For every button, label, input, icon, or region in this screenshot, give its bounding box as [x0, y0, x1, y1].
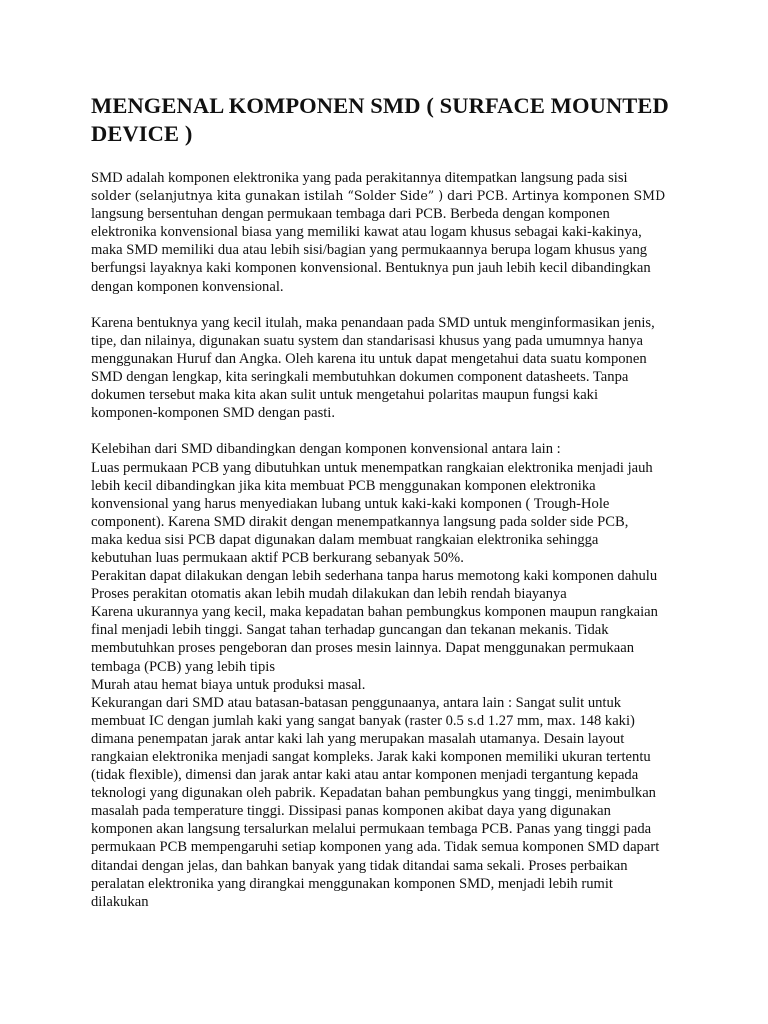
text-line: maka kedua sisi PCB dapat digunakan dalam membuat rangkaian elektronika sehingga [91, 531, 599, 548]
text-line: elektronika konvensional biasa yang memiliki kawat atau logam khusus sebagai kaki-kakinya, [91, 224, 642, 241]
paragraph-smd-marking [91, 314, 683, 423]
title-line-1: MENGENAL KOMPONEN SMD ( SURFACE MOUNTED [91, 93, 669, 118]
text-line: Proses perakitan otomatis akan lebih mudah dilakukan dan lebih rendah biayanya [91, 586, 567, 603]
text-line: tembaga (PCB) yang lebih tipis [91, 658, 276, 675]
paragraph-spacer [91, 296, 683, 314]
paragraph-spacer [91, 422, 683, 440]
text-line: peralatan elektronika yang dirangkai menggunakan komponen SMD, menjadi lebih rumit [91, 875, 613, 892]
text-line: dimana penempatan jarak antar kaki lah yang merupakan masalah utamanya. Desain layout [91, 730, 625, 747]
text-line: SMD adalah komponen elektronika yang pada perakitannya ditempatkan langsung pada sisi [91, 170, 628, 186]
text-line: membutuhkan proses pengeboran dan proses mesin lainnya. Dapat menggunakan permukaan [91, 640, 635, 657]
text-line: dengan komponen konvensional. [91, 278, 284, 295]
text-line: solder (selanjutnya kita gunakan istilah “Solder Side” ) dari PCB. Artinya komponen SMD [91, 188, 666, 204]
text-line: Perakitan dapat dilakukan dengan lebih sederhana tanpa harus memotong kaki komponen dahulu [91, 568, 658, 585]
text-line: Luas permukaan PCB yang dibutuhkan untuk menempatkan rangkaian elektronika menjadi jauh [91, 459, 653, 476]
text-line: Kelebihan dari SMD dibandingkan dengan komponen konvensional antara lain : [91, 441, 561, 458]
text-line: (tidak flexible), dimensi dan jarak antar kaki atau antar komponen menjadi tergantung kepada [91, 767, 639, 784]
text-line: langsung bersentuhan dengan permukaan tembaga dari PCB. Berbeda dengan komponen [91, 206, 610, 223]
text-line: SMD dengan lengkap, kita seringkali membutuhkan dokumen component datasheets. Tanpa [91, 369, 629, 386]
text-line: berfungsi layaknya kaki komponen konvensional. Bentuknya pun jauh lebih kecil dibandingkan [91, 260, 651, 277]
text-line: konvensional yang harus menyediakan lubang untuk kaki-kaki komponen ( Trough-Hole [91, 495, 610, 512]
text-line: permukaan PCB mempengaruhi setiap komponen yang ada. Tidak semua komponen SMD dapart [91, 839, 660, 856]
text-line: ditandai dengan jelas, dan bahkan banyak yang tidak ditandai sama sekali. Proses perbaikan [91, 857, 628, 874]
text-line: dokumen tersebut maka kita akan sulit untuk mengetahui polaritas maupun fungsi kaki [91, 387, 599, 404]
text-line: membuat IC dengan jumlah kaki yang sangat banyak (raster 0.5 s.d 1.27 mm, max. 148 kaki) [91, 712, 635, 729]
text-line: dilakukan [91, 893, 149, 910]
text-line: lebih kecil dibandingkan jika kita membuat PCB menggunakan komponen elektronika [91, 477, 596, 494]
document-title [91, 92, 683, 148]
text-line: menggunakan Huruf dan Angka. Oleh karena itu untuk dapat mengetahui data suatu komponen [91, 350, 647, 367]
text-line: Murah atau hemat biaya untuk produksi masal. [91, 676, 366, 693]
text-line: Karena ukurannya yang kecil, maka kepadatan bahan pembungkus komponen maupun rangkaian [91, 604, 658, 621]
text-line: masalah pada temperature tinggi. Dissipasi panas komponen akibat daya yang digunakan [91, 803, 611, 820]
paragraph-smd-advantages [91, 440, 683, 910]
text-line: component). Karena SMD dirakit dengan menempatkannya langsung pada solder side PCB, [91, 513, 629, 530]
text-line: maka SMD memiliki dua atau lebih sisi/bagian yang permukaannya berupa logam khusus yang [91, 242, 648, 259]
title-line-2: DEVICE ) [91, 121, 193, 146]
text-line: komponen akan langsung tersalurkan melalui permukaan tembaga PCB. Panas yang tinggi pada [91, 821, 652, 838]
text-line: rangkaian elektronika menjadi sangat kompleks. Jarak kaki komponen memiliki ukuran tertentu [91, 749, 651, 765]
text-line: teknologi yang digunakan oleh pabrik. Kepadatan bahan pembungkus yang tinggi, menimbulkan [91, 785, 656, 802]
text-line: Karena bentuknya yang kecil itulah, maka penandaan pada SMD untuk menginformasikan jenis, [91, 314, 655, 331]
text-line: Kekurangan dari SMD atau batasan-batasan penggunaanya, antara lain : Sangat sulit untuk [91, 694, 622, 711]
document-page [91, 92, 683, 911]
text-line: tipe, dan nilainya, digunakan suatu system dan standarisasi khusus yang pada umumnya hanya [91, 332, 644, 349]
paragraph-smd-definition [91, 169, 683, 296]
text-line: kebutuhan luas permukaan aktif PCB berkurang sebanyak 50%. [91, 549, 464, 566]
text-line: final menjadi lebih tinggi. Sangat tahan terhadap guncangan dan tekanan mekanis. Tidak [91, 622, 609, 639]
text-line: komponen-komponen SMD dengan pasti. [91, 405, 336, 422]
